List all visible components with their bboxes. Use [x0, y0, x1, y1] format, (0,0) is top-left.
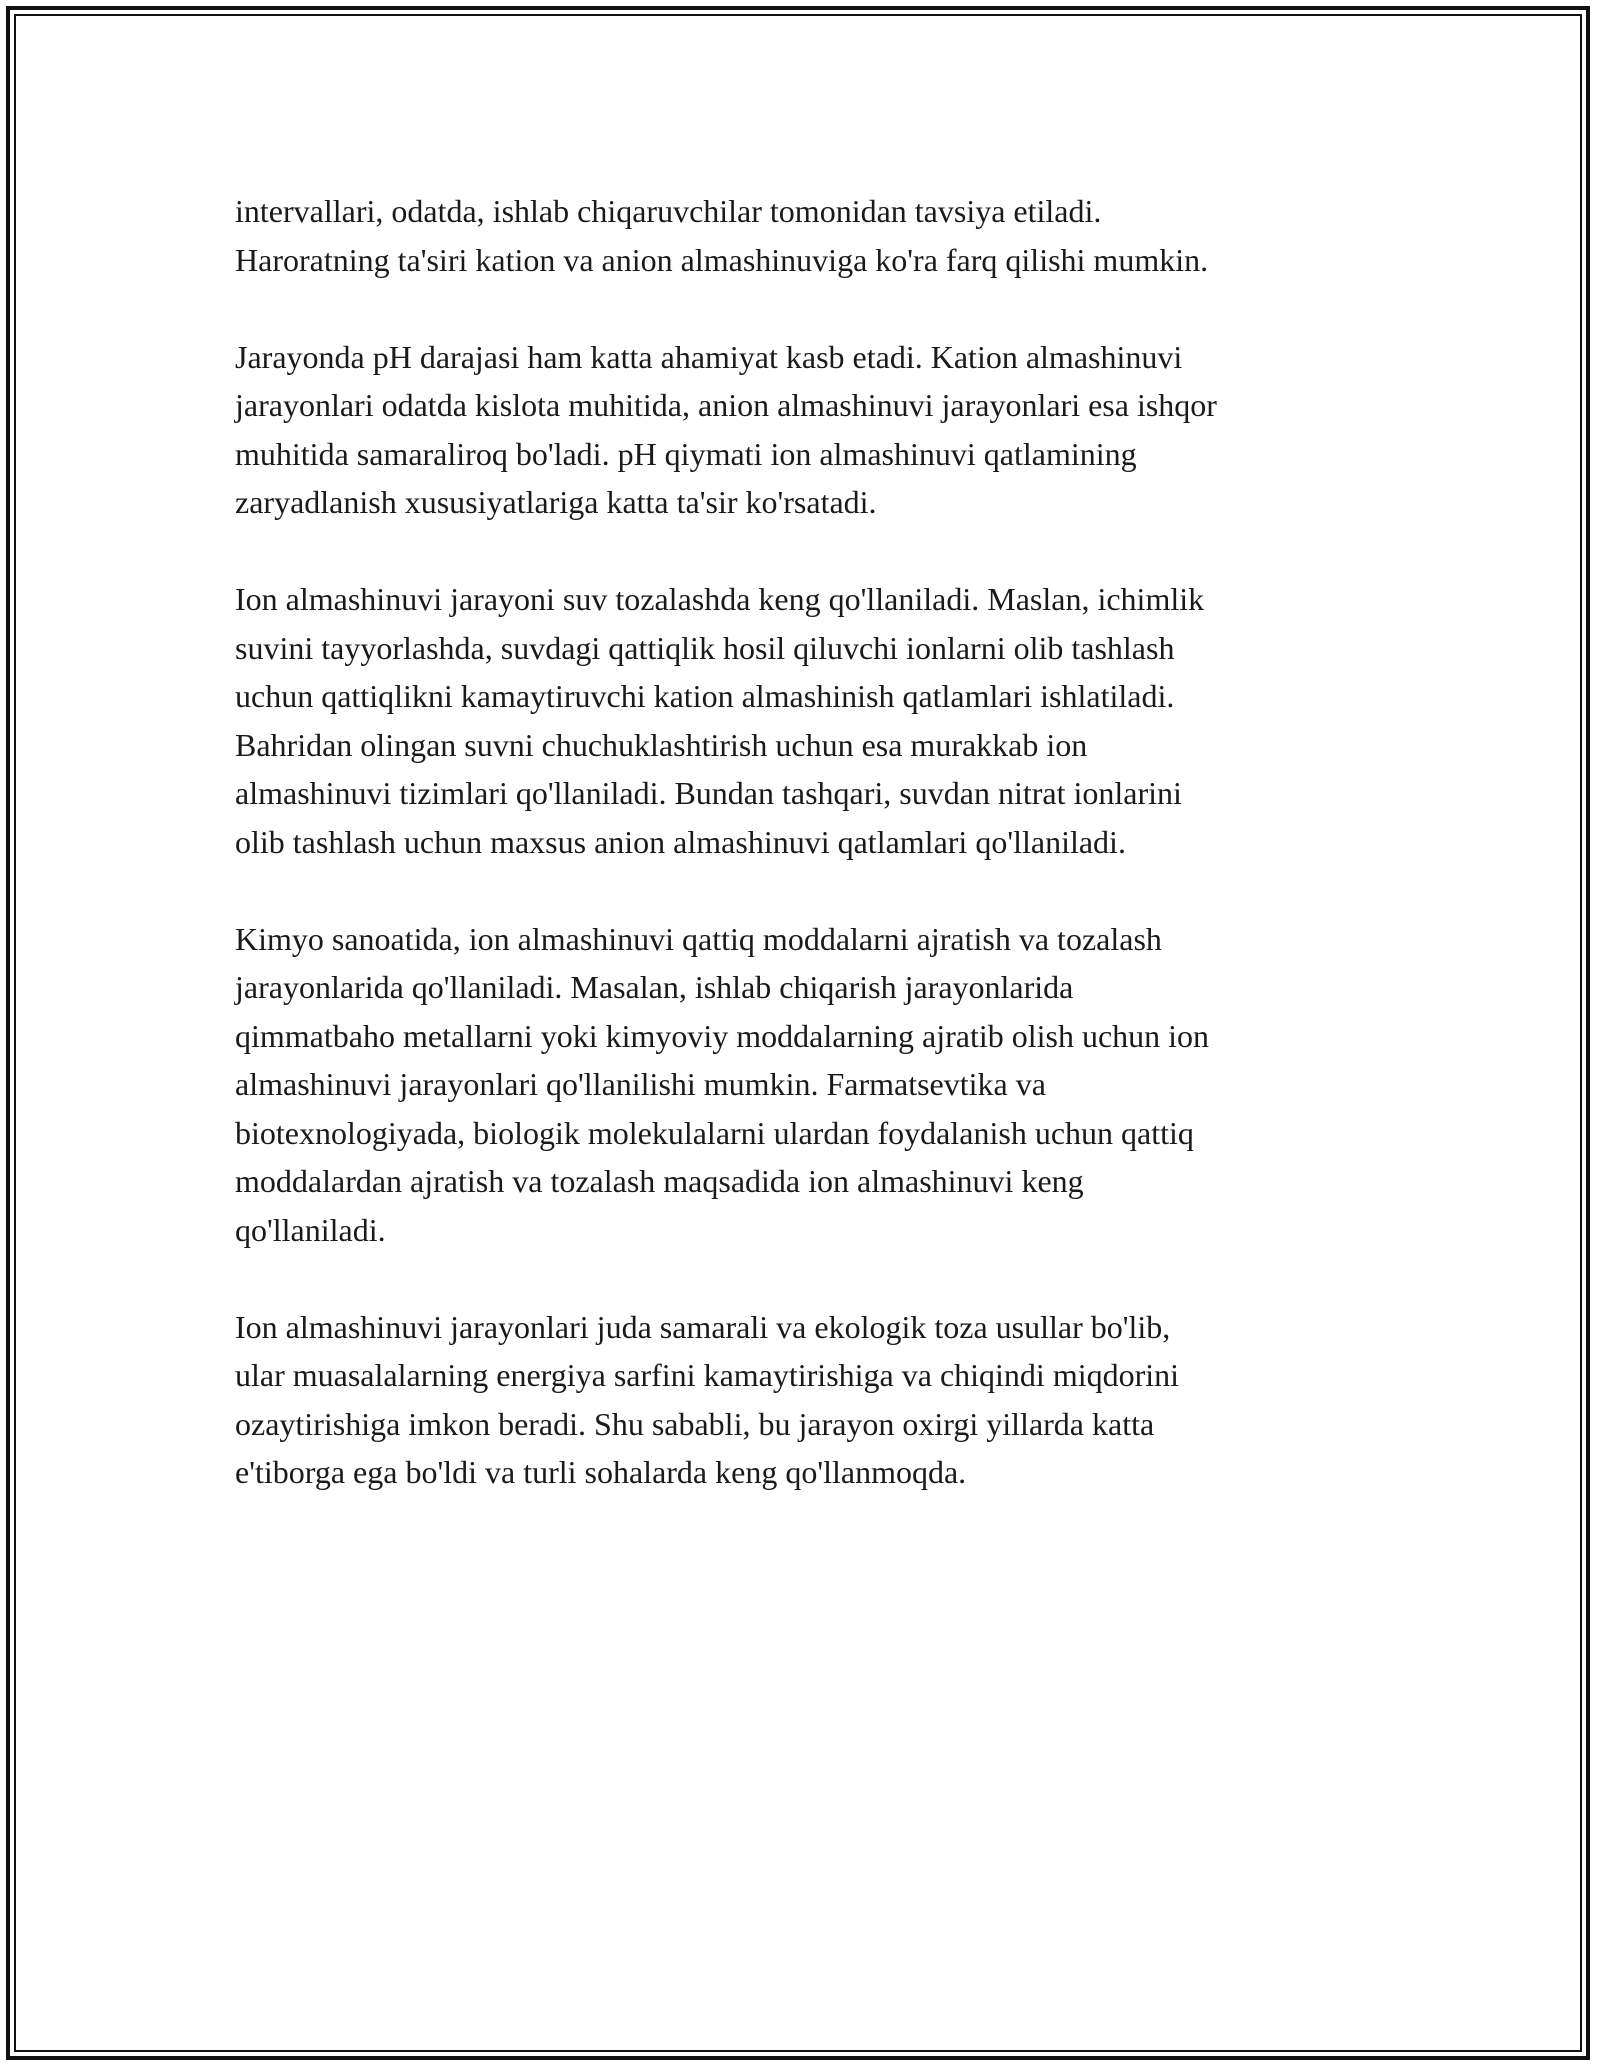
text-line: Ion almashinuvi jarayonlari juda samarali va ekologik toza usullar bo'lib,	[235, 1308, 1171, 1345]
text-line: zaryadlanish xususiyatlariga katta ta'sir ko'rsatadi.	[235, 484, 877, 520]
text-line: muhitida samaraliroq bo'ladi. pH qiymati ion almashinuvi qatlamining	[235, 435, 1137, 472]
text-line: Kimyo sanoatida, ion almashinuvi qattiq moddalarni ajratish va tozalash	[235, 920, 1162, 957]
paragraph-ph-level	[235, 333, 1395, 527]
text-line: almashinuvi jarayonlari qo'llanilishi mumkin. Farmatsevtika va	[235, 1066, 1046, 1102]
paragraph-water-treatment	[235, 575, 1395, 866]
document-body	[235, 187, 1395, 1545]
text-line: jarayonlari odatda kislota muhitida, anion almashinuvi jarayonlari esa ishqor	[235, 387, 1217, 423]
text-line: moddalardan ajratish va tozalash maqsadida ion almashinuvi keng	[235, 1163, 1084, 1199]
paragraph-temperature	[235, 187, 1395, 284]
text-line: ozaytirishiga imkon beradi. Shu sababli, bu jarayon oxirgi yillarda katta	[235, 1405, 1155, 1442]
text-line: biotexnologiyada, biologik molekulalarni ulardan foydalanish uchun qattiq	[235, 1114, 1194, 1151]
text-line: suvini tayyorlashda, suvdagi qattiqlik hosil qiluvchi ionlarni olib tashlash	[235, 629, 1175, 666]
paragraph-chemical-industry	[235, 915, 1395, 1255]
text-line: Jarayonda pH darajasi ham katta ahamiyat kasb etadi. Kation almashinuvi	[235, 338, 1183, 375]
text-line: olib tashlash uchun maxsus anion almashinuvi qatlamlari qo'llaniladi.	[235, 823, 1126, 860]
text-line: e'tiborga ega bo'ldi va turli sohalarda keng qo'llanmoqda.	[235, 1454, 967, 1490]
text-line: Bahridan olingan suvni chuchuklashtirish uchun esa murakkab ion	[235, 726, 1088, 763]
paragraph-conclusion	[235, 1303, 1395, 1497]
text-line: Haroratning ta'siri kation va anion almashinuviga ko'ra farq qilishi mumkin.	[235, 241, 1209, 278]
text-line: almashinuvi tizimlari qo'llaniladi. Bundan tashqari, suvdan nitrat ionlarini	[235, 775, 1182, 811]
text-line: jarayonlarida qo'llaniladi. Masalan, ishlab chiqarish jarayonlarida	[235, 969, 1074, 1005]
text-line: qo'llaniladi.	[235, 1211, 386, 1248]
text-line: qimmatbaho metallarni yoki kimyoviy moddalarning ajratib olish uchun ion	[235, 1017, 1210, 1054]
text-line: intervallari, odatda, ishlab chiqaruvchilar tomonidan tavsiya etiladi.	[235, 193, 1102, 229]
text-line: ular muasalalarning energiya sarfini kamaytirishiga va chiqindi miqdorini	[235, 1357, 1180, 1393]
text-line: uchun qattiqlikni kamaytiruvchi kation almashinish qatlamlari ishlatiladi.	[235, 678, 1175, 714]
text-line: Ion almashinuvi jarayoni suv tozalashda keng qo'llaniladi. Maslan, ichimlik	[235, 581, 1205, 617]
